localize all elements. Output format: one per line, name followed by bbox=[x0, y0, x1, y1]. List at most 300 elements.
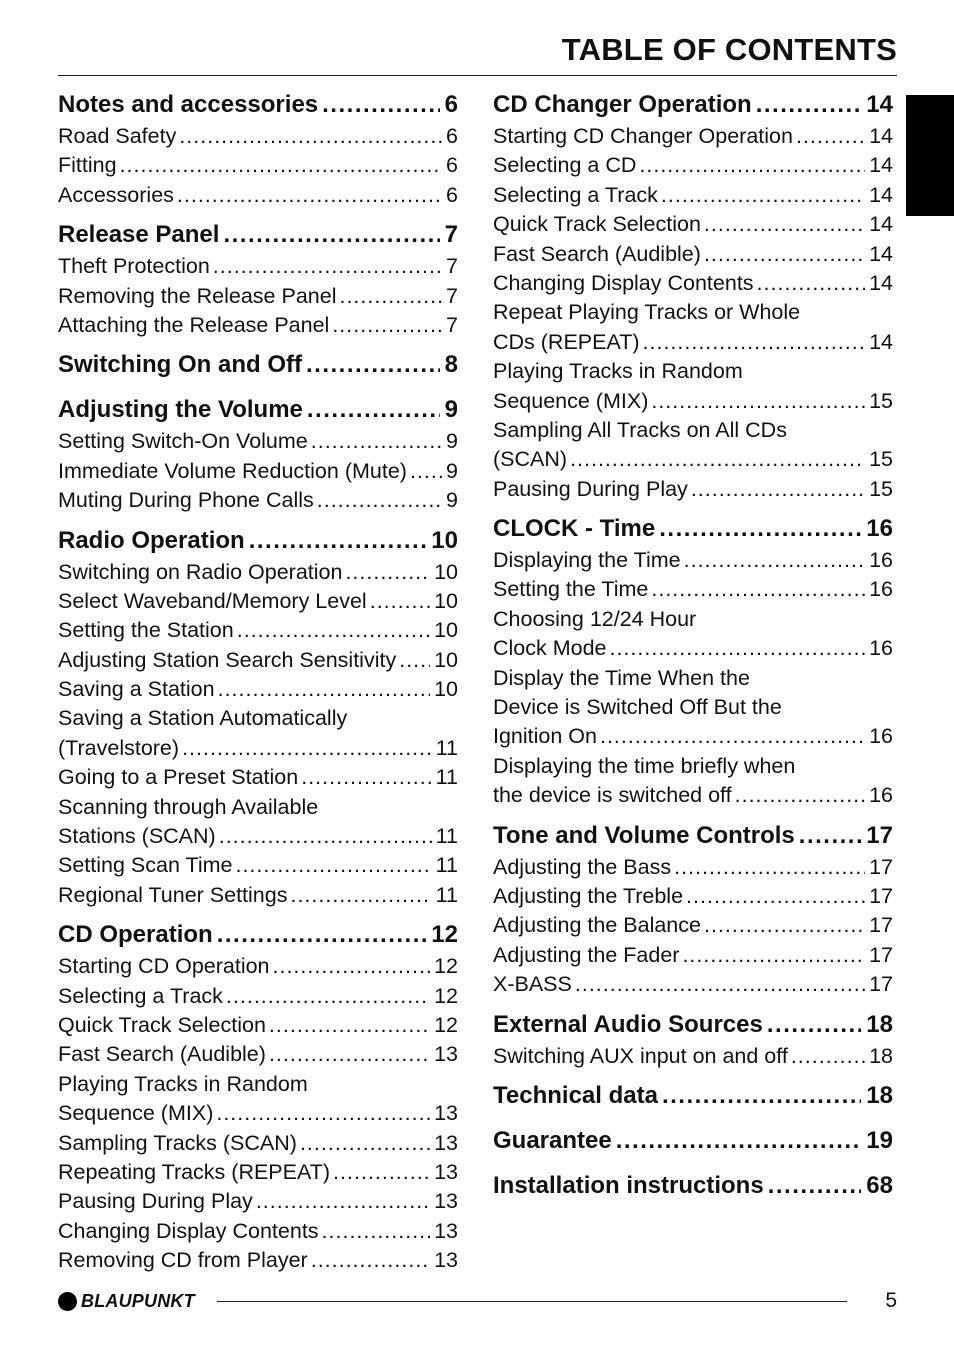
dot-leader bbox=[273, 952, 431, 981]
toc-entry bbox=[58, 851, 458, 880]
toc-entry-link-page: 10 bbox=[434, 559, 458, 584]
toc-section bbox=[493, 1008, 893, 1071]
dot-leader bbox=[218, 675, 430, 704]
toc-entry-link-page: 14 bbox=[869, 270, 893, 295]
toc-heading-page: 16 bbox=[866, 515, 893, 543]
toc-entry-link[interactable] bbox=[58, 457, 458, 486]
toc-heading[interactable] bbox=[493, 512, 893, 546]
toc-subentry-list bbox=[58, 252, 458, 340]
dot-leader bbox=[311, 1246, 430, 1275]
toc-entry-link-page: 13 bbox=[434, 1218, 458, 1243]
toc-entry-link-page: 14 bbox=[869, 124, 893, 148]
toc-entry-link-page: 13 bbox=[434, 1101, 458, 1126]
toc-heading-text: CD Operation bbox=[58, 921, 213, 949]
title-divider bbox=[58, 75, 897, 76]
toc-entry bbox=[493, 605, 893, 664]
dot-leader bbox=[799, 822, 862, 850]
toc-heading-page: 18 bbox=[866, 1081, 893, 1109]
toc-subentry-list bbox=[58, 558, 458, 911]
toc-entry-link[interactable] bbox=[493, 387, 893, 416]
toc-heading[interactable] bbox=[493, 1008, 893, 1042]
toc-entry-link-page: 13 bbox=[434, 1042, 458, 1067]
toc-entry-link-page: 6 bbox=[446, 153, 458, 178]
toc-entry-link-page: 11 bbox=[435, 882, 458, 907]
toc-entry-link-text: Selecting a Track bbox=[58, 983, 223, 1008]
toc-entry bbox=[58, 704, 458, 763]
dot-leader bbox=[249, 527, 427, 555]
toc-section bbox=[58, 88, 458, 210]
toc-entry-link[interactable] bbox=[58, 558, 458, 587]
toc-entry-link-text: Adjusting the Treble bbox=[493, 883, 684, 908]
toc-entry bbox=[493, 882, 893, 911]
toc-entry-link[interactable] bbox=[493, 634, 893, 663]
toc-entry-link-text: Starting CD Changer Operation bbox=[493, 124, 793, 148]
toc-entry-link-page: 9 bbox=[446, 429, 458, 454]
toc-entry-line: Sampling All Tracks on All CDs bbox=[493, 417, 787, 442]
toc-entry-link[interactable] bbox=[58, 311, 458, 340]
toc-entry-link-page: 16 bbox=[869, 636, 893, 661]
toc-entry bbox=[58, 122, 458, 151]
toc-entry-link-page: 7 bbox=[446, 283, 458, 308]
page-number: 5 bbox=[885, 1289, 897, 1312]
dot-leader bbox=[610, 634, 866, 663]
toc-entry-link-text: Sequence (MIX) bbox=[58, 1101, 214, 1126]
toc-section bbox=[58, 918, 458, 1275]
dot-leader bbox=[767, 1011, 861, 1039]
toc-entry-link-text: Adjusting the Balance bbox=[493, 913, 701, 938]
toc-entry bbox=[58, 1011, 458, 1040]
dot-leader bbox=[177, 181, 442, 210]
toc-heading-text: CLOCK - Time bbox=[493, 515, 656, 543]
toc-entry-link-text: Pausing During Play bbox=[493, 476, 688, 501]
toc-entry-link-page: 12 bbox=[434, 954, 458, 979]
toc-subentry-list bbox=[493, 853, 893, 1000]
toc-entry-link[interactable] bbox=[493, 269, 893, 298]
toc-section bbox=[58, 393, 458, 515]
toc-section bbox=[493, 512, 893, 811]
toc-entry bbox=[58, 646, 458, 675]
toc-entry-link-page: 13 bbox=[434, 1248, 458, 1273]
toc-entry-link[interactable] bbox=[493, 445, 893, 474]
toc-entry bbox=[493, 1042, 893, 1071]
toc-entry-link[interactable] bbox=[493, 328, 893, 357]
toc-entry-link-text: Sequence (MIX) bbox=[493, 388, 649, 413]
dot-leader bbox=[307, 396, 440, 424]
toc-entry-link-text: Selecting a CD bbox=[493, 153, 637, 178]
toc-heading[interactable] bbox=[493, 1079, 893, 1113]
toc-heading-page: 8 bbox=[444, 351, 458, 379]
toc-entry-link-page: 11 bbox=[435, 853, 458, 878]
toc-entry-link-page: 10 bbox=[434, 618, 458, 643]
toc-entry bbox=[58, 151, 458, 180]
toc-entry-link-page: 6 bbox=[446, 182, 458, 207]
toc-entry-link-text: Theft Protection bbox=[58, 254, 210, 279]
toc-entry-link[interactable] bbox=[58, 427, 458, 456]
dot-leader bbox=[639, 151, 865, 180]
toc-entry-link[interactable] bbox=[493, 181, 893, 210]
toc-heading-text: Installation instructions bbox=[493, 1171, 764, 1199]
toc-entry-link-page: 10 bbox=[434, 677, 458, 702]
toc-heading-page: 19 bbox=[866, 1126, 893, 1154]
toc-heading[interactable] bbox=[58, 348, 458, 382]
dot-leader bbox=[662, 1082, 861, 1110]
toc-entry-link[interactable] bbox=[493, 1042, 893, 1071]
toc-entry bbox=[58, 763, 458, 792]
dot-leader bbox=[410, 457, 442, 486]
footer-divider bbox=[217, 1301, 847, 1302]
toc-entry-link[interactable] bbox=[58, 1217, 458, 1246]
toc-entry-link[interactable] bbox=[58, 587, 458, 616]
toc-entry-link-page: 12 bbox=[434, 1012, 458, 1037]
toc-entry-line: Device is Switched Off But the bbox=[493, 695, 782, 720]
toc-heading-text: Release Panel bbox=[58, 221, 220, 249]
toc-entry-link-page: 9 bbox=[446, 488, 458, 513]
toc-entry-line: Display the Time When the bbox=[493, 665, 750, 690]
toc-entry-link-text: Repeating Tracks (REPEAT) bbox=[58, 1159, 331, 1184]
toc-entry-link-text: Clock Mode bbox=[493, 636, 607, 661]
toc-entry-link-text: Setting Scan Time bbox=[58, 853, 233, 878]
toc-entry bbox=[58, 427, 458, 456]
toc-entry-link[interactable] bbox=[58, 851, 458, 880]
dot-leader bbox=[791, 1042, 865, 1071]
toc-entry-link-page: 14 bbox=[869, 182, 893, 207]
dot-leader bbox=[216, 1099, 430, 1128]
toc-entry-link[interactable] bbox=[493, 575, 893, 604]
dot-leader bbox=[345, 558, 430, 587]
toc-section bbox=[493, 819, 893, 1000]
toc-heading[interactable] bbox=[493, 88, 893, 122]
toc-entry bbox=[493, 240, 893, 269]
toc-entry-link-text: Attaching the Release Panel bbox=[58, 312, 330, 337]
toc-entry-link-page: 17 bbox=[869, 883, 893, 908]
toc-entry bbox=[58, 1070, 458, 1129]
toc-entry-link-page: 7 bbox=[446, 312, 458, 337]
toc-entry-link-page: 14 bbox=[869, 212, 893, 237]
chapter-tab-marker bbox=[906, 95, 954, 216]
toc-entry-line: Saving a Station Automatically bbox=[58, 706, 348, 731]
dot-leader bbox=[269, 1040, 430, 1069]
toc-entry-link[interactable] bbox=[493, 941, 893, 970]
dot-leader bbox=[643, 328, 866, 357]
toc-entry bbox=[58, 1217, 458, 1246]
dot-leader bbox=[333, 1158, 430, 1187]
toc-entry bbox=[493, 210, 893, 239]
dot-leader bbox=[757, 269, 866, 298]
toc-heading-text: Guarantee bbox=[493, 1126, 612, 1154]
toc-entry-link-text: Setting Switch-On Volume bbox=[58, 429, 308, 454]
dot-leader bbox=[332, 311, 442, 340]
toc-heading[interactable] bbox=[58, 393, 458, 427]
toc-entry-link[interactable] bbox=[493, 882, 893, 911]
toc-subentry-list bbox=[493, 122, 893, 504]
toc-entry-link[interactable] bbox=[493, 722, 893, 751]
toc-heading-page: 17 bbox=[866, 821, 893, 849]
dot-leader bbox=[213, 252, 442, 281]
toc-entry-link[interactable] bbox=[493, 911, 893, 940]
toc-entry-link-text: Changing Display Contents bbox=[58, 1218, 319, 1243]
toc-entry-link[interactable] bbox=[493, 781, 893, 810]
dot-leader bbox=[269, 1011, 430, 1040]
toc-entry-link-text: Setting the Station bbox=[58, 618, 234, 643]
toc-entry-link[interactable] bbox=[493, 475, 893, 504]
toc-entry-link-page: 16 bbox=[869, 577, 893, 602]
toc-heading-text: Switching On and Off bbox=[58, 351, 302, 379]
toc-subentry-list bbox=[58, 122, 458, 210]
toc-entry-link[interactable] bbox=[493, 151, 893, 180]
brand-logo bbox=[58, 1291, 195, 1311]
dot-leader bbox=[691, 475, 865, 504]
toc-entry-link-page: 11 bbox=[435, 735, 458, 760]
toc-entry-link[interactable] bbox=[493, 210, 893, 239]
toc-entry-link-text: Adjusting Station Search Sensitivity bbox=[58, 647, 397, 672]
toc-entry-link[interactable] bbox=[58, 952, 458, 981]
toc-entry-link[interactable] bbox=[58, 282, 458, 311]
toc-entry-link-page: 17 bbox=[869, 942, 893, 967]
toc-entry-link-page: 17 bbox=[869, 972, 893, 997]
toc-entry bbox=[493, 269, 893, 298]
toc-entry bbox=[493, 941, 893, 970]
toc-entry-link-page: 16 bbox=[869, 724, 893, 749]
toc-entry bbox=[58, 457, 458, 486]
toc-entry bbox=[58, 1040, 458, 1069]
toc-entry-link-text: Pausing During Play bbox=[58, 1189, 253, 1214]
toc-entry-link-text: Regional Tuner Settings bbox=[58, 882, 288, 907]
toc-section bbox=[58, 218, 458, 340]
toc-section bbox=[493, 1124, 893, 1158]
dot-leader bbox=[237, 616, 430, 645]
toc-entry bbox=[58, 181, 458, 210]
toc-entry-link-text: Select Waveband/Memory Level bbox=[58, 588, 367, 613]
dot-leader bbox=[256, 1187, 430, 1216]
toc-entry-link-text: Adjusting the Bass bbox=[493, 854, 672, 879]
toc-entry-link-page: 16 bbox=[869, 783, 893, 808]
toc-heading[interactable] bbox=[58, 88, 458, 122]
toc-entry-link[interactable] bbox=[493, 240, 893, 269]
dot-leader bbox=[182, 734, 432, 763]
toc-entry-link-page: 10 bbox=[434, 647, 458, 672]
toc-section bbox=[58, 524, 458, 911]
toc-heading-text: Adjusting the Volume bbox=[58, 396, 303, 424]
dot-leader bbox=[399, 646, 430, 675]
toc-heading-page: 10 bbox=[431, 526, 458, 554]
toc-entry-link[interactable] bbox=[58, 734, 458, 763]
toc-subentry-list bbox=[493, 546, 893, 811]
toc-entry bbox=[493, 970, 893, 999]
dot-leader bbox=[704, 240, 865, 269]
toc-entry-line: Scanning through Available bbox=[58, 794, 319, 819]
toc-entry-link[interactable] bbox=[58, 763, 458, 792]
toc-entry-link-text: the device is switched off bbox=[493, 783, 732, 808]
toc-entry-link[interactable] bbox=[58, 1011, 458, 1040]
toc-entry-link-text: Muting During Phone Calls bbox=[58, 488, 314, 513]
toc-section bbox=[493, 1169, 893, 1203]
toc-entry bbox=[58, 587, 458, 616]
toc-entry-link-text: Removing CD from Player bbox=[58, 1248, 308, 1273]
toc-entry-link-page: 15 bbox=[869, 476, 893, 501]
toc-heading[interactable] bbox=[493, 819, 893, 853]
toc-entry-link-text: Quick Track Selection bbox=[58, 1012, 266, 1037]
toc-entry-link[interactable] bbox=[58, 151, 458, 180]
dot-leader bbox=[219, 822, 432, 851]
toc-heading[interactable] bbox=[58, 918, 458, 952]
toc-heading-text: CD Changer Operation bbox=[493, 91, 752, 118]
toc-entry-link[interactable] bbox=[58, 181, 458, 210]
toc-entry-link-text: Quick Track Selection bbox=[493, 212, 701, 237]
toc-entry-link-text: Sampling Tracks (SCAN) bbox=[58, 1130, 297, 1155]
toc-entry-link[interactable] bbox=[58, 122, 458, 151]
toc-entry-link-text: Going to a Preset Station bbox=[58, 765, 299, 790]
toc-entry-line: Playing Tracks in Random bbox=[493, 359, 743, 384]
toc-entry bbox=[493, 151, 893, 180]
toc-heading-text: Notes and accessories bbox=[58, 91, 319, 118]
toc-entry-link-page: 15 bbox=[869, 388, 893, 413]
toc-entry-link[interactable] bbox=[58, 1040, 458, 1069]
toc-entry-link-page: 11 bbox=[435, 765, 458, 790]
toc-entry-link-page: 13 bbox=[434, 1159, 458, 1184]
toc-heading-page: 68 bbox=[866, 1171, 893, 1199]
toc-entry-link-page: 13 bbox=[434, 1130, 458, 1155]
toc-entry bbox=[58, 952, 458, 981]
toc-entry-link[interactable] bbox=[58, 252, 458, 281]
dot-leader bbox=[300, 1129, 430, 1158]
toc-heading[interactable] bbox=[493, 1169, 893, 1203]
toc-entry-link-page: 15 bbox=[869, 447, 893, 472]
toc-entry-link-text: Road Safety bbox=[58, 124, 177, 148]
toc-entry-link-page: 14 bbox=[869, 329, 893, 354]
dot-leader bbox=[600, 722, 865, 751]
toc-entry-link-page: 17 bbox=[869, 913, 893, 938]
toc-entry-link-page: 17 bbox=[869, 854, 893, 879]
toc-entry-link[interactable] bbox=[58, 881, 458, 910]
toc-entry-link-page: 14 bbox=[869, 241, 893, 266]
toc-entry-link-text: Changing Display Contents bbox=[493, 270, 754, 295]
dot-leader bbox=[223, 221, 439, 249]
toc-entry-link[interactable] bbox=[58, 675, 458, 704]
toc-entry bbox=[58, 1246, 458, 1275]
toc-entry-link[interactable] bbox=[493, 122, 893, 151]
toc-entry bbox=[493, 575, 893, 604]
toc-entry bbox=[58, 311, 458, 340]
dot-leader bbox=[311, 427, 442, 456]
toc-entry-link-text: Fast Search (Audible) bbox=[493, 241, 701, 266]
toc-heading-text: Radio Operation bbox=[58, 526, 245, 554]
toc-entry-link-text: Displaying the Time bbox=[493, 548, 681, 573]
toc-entry bbox=[493, 664, 893, 752]
toc-entry-link[interactable] bbox=[493, 970, 893, 999]
toc-section bbox=[493, 1079, 893, 1113]
brand-name: BLAUPUNKT bbox=[81, 1291, 195, 1311]
toc-heading-text: Tone and Volume Controls bbox=[493, 821, 795, 849]
toc-entry-link-page: 6 bbox=[446, 124, 458, 148]
toc-entry bbox=[493, 911, 893, 940]
toc-subentry-list bbox=[493, 1042, 893, 1071]
toc-entry-link-text: Immediate Volume Reduction (Mute) bbox=[58, 458, 407, 483]
toc-entry bbox=[58, 982, 458, 1011]
toc-heading[interactable] bbox=[58, 218, 458, 252]
toc-entry bbox=[58, 486, 458, 515]
toc-heading-page: 7 bbox=[444, 221, 458, 249]
toc-entry bbox=[58, 1158, 458, 1187]
toc-entry bbox=[58, 675, 458, 704]
dot-leader bbox=[322, 91, 440, 119]
toc-entry bbox=[493, 546, 893, 575]
toc-entry-link[interactable] bbox=[58, 822, 458, 851]
toc-entry-link[interactable] bbox=[493, 853, 893, 882]
toc-entry bbox=[58, 616, 458, 645]
toc-entry-link[interactable] bbox=[58, 1187, 458, 1216]
toc-entry-link-page: 9 bbox=[446, 458, 458, 483]
toc-entry-link-text: Adjusting the Fader bbox=[493, 942, 680, 967]
toc-entry-link-text: Fast Search (Audible) bbox=[58, 1042, 266, 1067]
toc-entry-link[interactable] bbox=[58, 486, 458, 515]
toc-entry bbox=[493, 853, 893, 882]
toc-entry-line: Repeat Playing Tracks or Whole bbox=[493, 300, 801, 325]
toc-entry-link-text: Accessories bbox=[58, 182, 174, 207]
dot-leader bbox=[704, 210, 865, 239]
toc-entry-link[interactable] bbox=[58, 616, 458, 645]
page-title: TABLE OF CONTENTS bbox=[561, 32, 897, 67]
toc-entry-link-text: Removing the Release Panel bbox=[58, 283, 337, 308]
toc-entry-link[interactable] bbox=[58, 646, 458, 675]
dot-leader bbox=[322, 1217, 431, 1246]
dot-leader bbox=[674, 853, 865, 882]
toc-entry-link-text: Starting CD Operation bbox=[58, 954, 270, 979]
toc-heading-page: 6 bbox=[444, 91, 458, 118]
toc-entry-link-text: Switching AUX input on and off bbox=[493, 1043, 788, 1068]
dot-leader bbox=[179, 122, 442, 151]
toc-heading-page: 18 bbox=[866, 1010, 893, 1038]
toc-entry bbox=[493, 357, 893, 416]
dot-leader bbox=[796, 122, 865, 151]
dot-leader bbox=[370, 587, 430, 616]
toc-entry-link-page: 11 bbox=[435, 824, 458, 849]
toc-entry-link-text: Saving a Station bbox=[58, 677, 215, 702]
toc-entry bbox=[58, 282, 458, 311]
dot-leader bbox=[120, 151, 442, 180]
toc-entry-link[interactable] bbox=[58, 1099, 458, 1128]
toc-entry bbox=[58, 558, 458, 587]
dot-leader bbox=[235, 851, 431, 880]
toc-column-right bbox=[493, 88, 893, 1203]
toc-heading[interactable] bbox=[58, 524, 458, 558]
toc-entry-link-text: Fitting bbox=[58, 153, 117, 178]
toc-entry-link-text: Selecting a Track bbox=[493, 182, 658, 207]
toc-entry bbox=[493, 475, 893, 504]
dot-leader bbox=[306, 351, 440, 379]
toc-entry-link[interactable] bbox=[58, 1246, 458, 1275]
toc-entry-link-page: 16 bbox=[869, 548, 893, 573]
toc-section bbox=[493, 88, 893, 504]
toc-column-left bbox=[58, 88, 458, 1276]
toc-entry bbox=[493, 181, 893, 210]
toc-heading-text: External Audio Sources bbox=[493, 1010, 763, 1038]
toc-entry-line: Displaying the time briefly when bbox=[493, 753, 796, 778]
toc-heading[interactable] bbox=[493, 1124, 893, 1158]
dot-leader bbox=[682, 941, 865, 970]
toc-heading-page: 12 bbox=[431, 921, 458, 949]
toc-entry-link-page: 10 bbox=[434, 588, 458, 613]
toc-entry-link[interactable] bbox=[58, 1158, 458, 1187]
toc-subentry-list bbox=[58, 427, 458, 515]
dot-leader bbox=[735, 781, 865, 810]
dot-leader bbox=[290, 881, 431, 910]
toc-entry-link-page: 7 bbox=[446, 254, 458, 279]
toc-entry-link-page: 13 bbox=[434, 1189, 458, 1214]
toc-entry-link[interactable] bbox=[58, 982, 458, 1011]
toc-entry-link[interactable] bbox=[58, 1129, 458, 1158]
toc-heading-page: 9 bbox=[444, 396, 458, 424]
toc-entry-link[interactable] bbox=[493, 546, 893, 575]
